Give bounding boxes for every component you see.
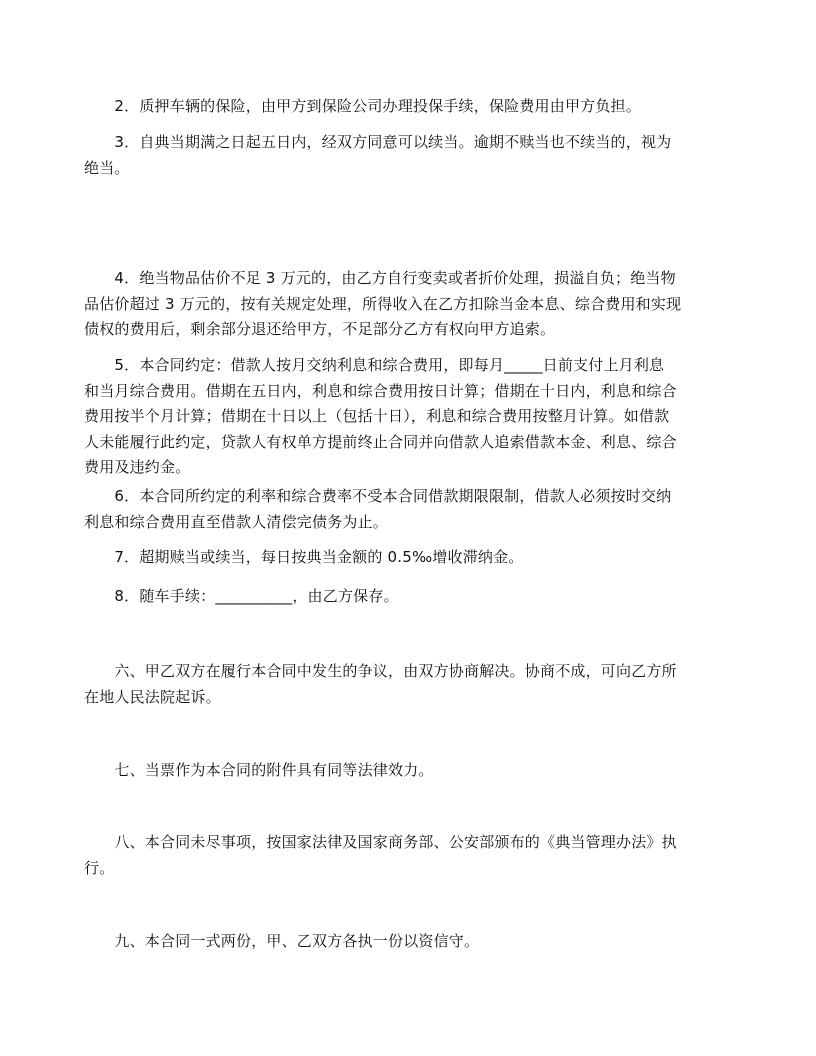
article-8-line-2: 行。 — [84, 858, 115, 877]
article-7-line-1: 七、当票作为本合同的附件具有同等法律效力。 — [84, 761, 434, 779]
clause-4-line-3: 债权的费用后，剩余部分退还给甲方，不足部分乙方有权向甲方追索。 — [84, 320, 556, 338]
clause-5-line-5: 费用及违约金。 — [84, 458, 191, 476]
article-8-paragraph — [84, 830, 734, 881]
article-6-line-2: 在地人民法院起诉。 — [84, 687, 221, 706]
clause-8-paragraph — [84, 584, 734, 610]
clause-3-paragraph — [84, 130, 734, 181]
clause-3-line-2: 绝当。 — [84, 158, 130, 177]
article-7-paragraph — [84, 758, 734, 784]
clause-3-line-1: 3．自典当期满之日起五日内，经双方同意可以续当。逾期不赎当也不续当的，视为 — [84, 133, 672, 151]
clause-7-paragraph — [84, 545, 734, 571]
clause-6-line-2: 利息和综合费用直至借款人清偿完债务为止。 — [84, 512, 389, 531]
clause-5-line-1: 5．本合同约定：借款人按月交纳利息和综合费用，即每月_____日前支付上月利息 — [84, 356, 665, 374]
clause-5-paragraph — [84, 353, 734, 481]
article-8-line-1: 八、本合同未尽事项，按国家法律及国家商务部、公安部颁布的《典当管理办法》执 — [84, 833, 677, 851]
clause-5-line-2: 和当月综合费用。借期在五日内，利息和综合费用按日计算；借期在十日内，利息和综合 — [84, 381, 677, 400]
clause-2-paragraph — [84, 94, 734, 120]
clause-8-line-1: 8．随车手续：__________，由乙方保存。 — [84, 587, 399, 605]
article-9-paragraph — [84, 929, 734, 955]
article-6-paragraph — [84, 659, 734, 710]
clause-6-line-1: 6．本合同所约定的利率和综合费率不受本合同借款期限限制，借款人必须按时交纳 — [84, 487, 672, 505]
clause-4-line-1: 4．绝当物品估价不足 3 万元的，由乙方自行变卖或者折价处理，损溢自负；绝当物 — [84, 269, 676, 287]
article-9-line-1: 九、本合同一式两份，甲、乙双方各执一份以资信守。 — [84, 932, 480, 950]
clause-2-line-1: 2．质押车辆的保险，由甲方到保险公司办理投保手续，保险费用由甲方负担。 — [84, 97, 641, 115]
clause-6-paragraph — [84, 484, 734, 535]
clause-4-paragraph — [84, 266, 734, 343]
clause-4-line-2: 品估价超过 3 万元的，按有关规定处理，所得收入在乙方扣除当金本息、综合费用和实现 — [84, 294, 682, 313]
clause-5-line-3: 费用按半个月计算；借期在十日以上（包括十日），利息和综合费用按整月计算。如借款 — [84, 407, 670, 425]
clause-5-line-4: 人未能履行此约定，贷款人有权单方提前终止合同并向借款人追索借款本金、利息、综合 — [84, 432, 677, 451]
article-6-line-1: 六、甲乙双方在履行本合同中发生的争议，由双方协商解决。协商不成，可向乙方所 — [84, 662, 677, 680]
clause-7-line-1: 7．超期赎当或续当，每日按典当金额的 0.5‰增收滞纳金。 — [84, 548, 524, 566]
